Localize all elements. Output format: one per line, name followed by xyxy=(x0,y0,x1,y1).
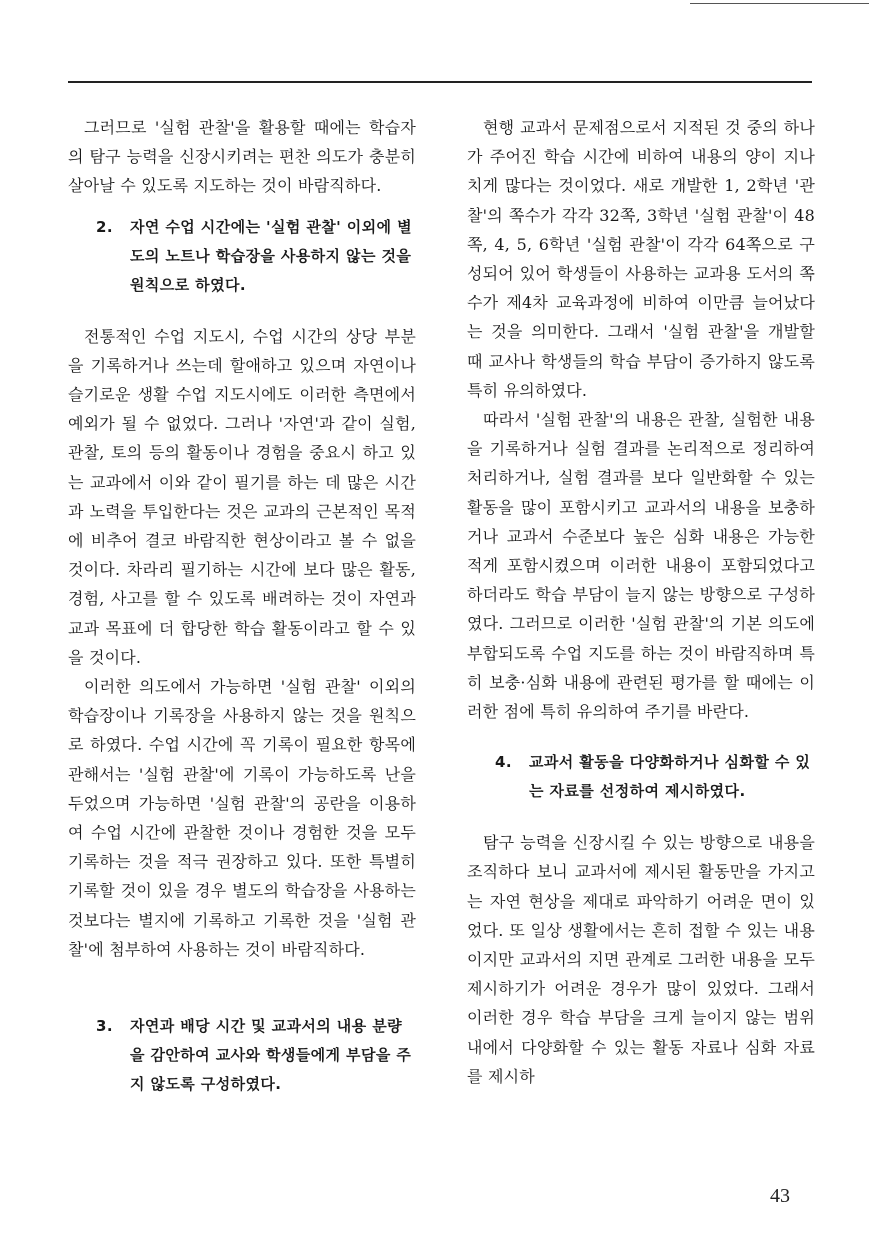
left-column xyxy=(68,113,416,1099)
section-title-2: 자연 수업 시간에는 '실험 관찰' 이외에 별도의 노트나 학습장을 사용하지 않는 것을 원칙으로 하였다. xyxy=(130,217,412,294)
header-rule xyxy=(68,81,812,83)
section-heading-3 xyxy=(68,1012,416,1099)
section-title-3: 자연과 배당 시간 및 교과서의 내용 분량을 감안하여 교사와 학생들에게 부담을 주지 않도록 구성하였다. xyxy=(130,1017,412,1094)
page-number: 43 xyxy=(770,1185,790,1207)
left-paragraph-3: 이러한 의도에서 가능하면 '실험 관찰' 이외의 학습장이나 기록장을 사용하지 않는 것을 원칙으로 하였다. 수업 시간에 꼭 기록이 필요한 항목에 관해서는 '실험 관찰'에 기록이 가능하도록 난을 두었으며 가능하면 '실험 관찰'의 공란을 이용하여 수업 시간에 관찰한 것이나 경험한 것을 모두 기록하는 것을 적극 권장하고 있다. 또한 특별히 기록할 것이 있을 경우 별도의 학습장을 사용하는 것보다는 별지에 기록하고 기록한 것을 '실험 관찰'에 첨부하여 사용하는 것이 바람직하다. xyxy=(68,677,416,959)
left-paragraph-1: 그러므로 '실험 관찰'을 활용할 때에는 학습자의 탐구 능력을 신장시키려는 편찬 의도가 충분히 살아날 수 있도록 지도하는 것이 바람직하다. xyxy=(68,118,416,196)
section-number-4: 4. xyxy=(495,753,512,772)
section-number-2: 2. xyxy=(96,217,113,236)
section-heading-4 xyxy=(467,748,815,806)
section-heading-2 xyxy=(68,213,416,300)
right-column xyxy=(467,113,815,1091)
section-title-4: 교과서 활동을 다양화하거나 심화할 수 있는 자료를 선정하여 제시하였다. xyxy=(529,753,811,801)
right-paragraph-2: 따라서 '실험 관찰'의 내용은 관찰, 실험한 내용을 기록하거나 실험 결과를 논리적으로 정리하여 처리하거나, 실험 결과를 보다 일반화할 수 있는 활동을 많이 포함시키고 교과서의 내용을 보충하거나 교과서 수준보다 높은 심화 내용은 가능한 적게 포함시켰으며 이러한 내용이 포함되었다고 하더라도 학습 부담이 늘지 않는 방향으로 구성하였다. 그러므로 이러한 '실험 관찰'의 기본 의도에 부합되도록 수업 지도를 하는 것이 바람직하며 특히 보충·심화 내용에 관련된 평가를 할 때에는 이러한 점에 특히 유의하여 주기를 바란다. xyxy=(467,410,815,722)
section-number-3: 3. xyxy=(96,1017,113,1036)
top-edge-rule xyxy=(690,3,869,4)
right-paragraph-3: 탐구 능력을 신장시킬 수 있는 방향으로 내용을 조직하다 보니 교과서에 제시된 활동만을 가지고는 자연 현상을 제대로 파악하기 어려운 면이 있었다. 또 일상 생활에서는 흔히 접할 수 있는 내용이지만 교과서의 지면 관계로 그러한 내용을 모두 제시하기가 어려운 경우가 많이 있었다. 그래서 이러한 경우 학습 부담을 크게 늘이지 않는 범위 내에서 다양화할 수 있는 활동 자료나 심화 자료를 제시하 xyxy=(467,833,815,1086)
right-paragraph-1: 현행 교과서 문제점으로서 지적된 것 중의 하나가 주어진 학습 시간에 비하여 내용의 양이 지나치게 많다는 것이었다. 새로 개발한 1, 2학년 '관찰'의 쪽수가 각각 32쪽, 3학년 '실험 관찰'이 48쪽, 4, 5, 6학년 '실험 관찰'이 각각 64쪽으로 구성되어 있어 학생들이 사용하는 교과용 도서의 쪽수가 제4차 교육과정에 비하여 이만큼 늘어났다는 것을 의미한다. 그래서 '실험 관찰'을 개발할 때 교사나 학생들의 학습 부담이 증가하지 않도록 특히 유의하였다. xyxy=(467,118,815,400)
left-paragraph-2: 전통적인 수업 지도시, 수업 시간의 상당 부분을 기록하거나 쓰는데 할애하고 있으며 자연이나 슬기로운 생활 수업 지도시에도 이러한 측면에서 예외가 될 수 없었다. 그러나 '자연'과 같이 실험, 관찰, 토의 등의 활동이나 경험을 중요시 하고 있는 교과에서 이와 같이 필기를 하는 데 많은 시간과 노력을 투입한다는 것은 교과의 근본적인 목적에 비추어 결코 바람직한 현상이라고 볼 수 없을 것이다. 차라리 필기하는 시간에 보다 많은 활동, 경험, 사고를 할 수 있도록 배려하는 것이 자연과 교과 목표에 더 합당한 학습 활동이라고 할 수 있을 것이다. xyxy=(68,326,416,667)
